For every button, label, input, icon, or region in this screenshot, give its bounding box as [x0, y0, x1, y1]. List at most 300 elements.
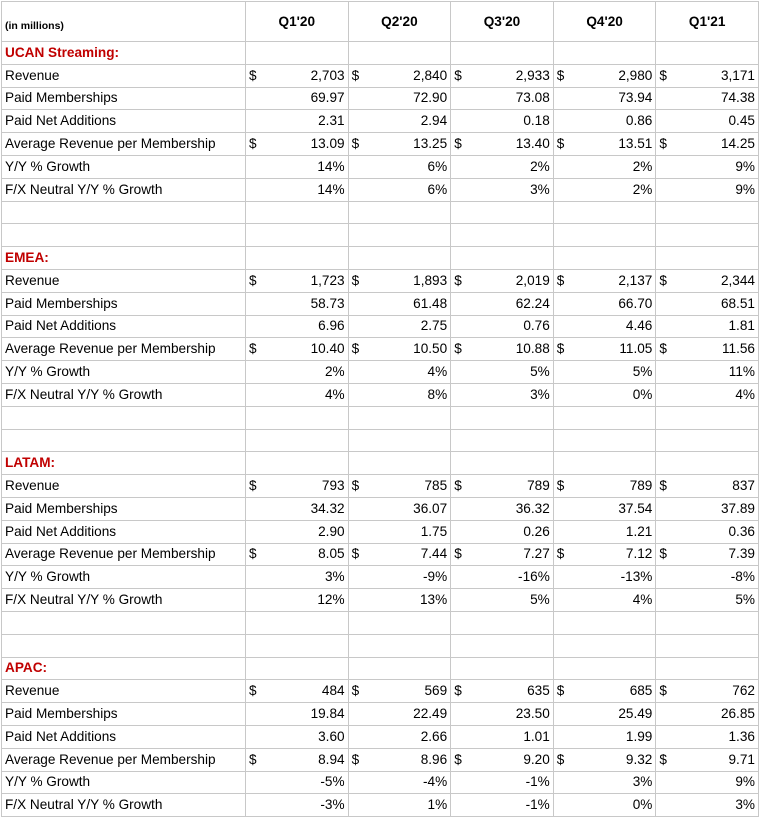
currency-symbol [246, 87, 266, 110]
value-cell: 22.49 [368, 703, 451, 726]
table-row [2, 703, 759, 726]
value-cell: 14.25 [676, 133, 759, 156]
row-label: Paid Memberships [2, 497, 246, 520]
currency-symbol: $ [553, 338, 573, 361]
value-cell: 9.20 [471, 748, 554, 771]
currency-symbol [451, 703, 471, 726]
value-cell: 3% [266, 566, 349, 589]
blank-cell [656, 611, 676, 634]
value-cell: 11.56 [676, 338, 759, 361]
value-cell: 14% [266, 178, 349, 201]
blank-cell [451, 201, 471, 224]
blank-cell [348, 201, 368, 224]
blank-cell [368, 634, 451, 657]
table-row [2, 155, 759, 178]
blank-cell [656, 406, 676, 429]
units-label: (in millions) [2, 2, 246, 42]
currency-symbol [553, 315, 573, 338]
currency-symbol: $ [451, 748, 471, 771]
currency-symbol: $ [246, 543, 266, 566]
blank-cell [451, 247, 471, 270]
value-cell: -1% [471, 771, 554, 794]
blank-cell [246, 201, 266, 224]
currency-symbol: $ [656, 543, 676, 566]
value-cell: 789 [573, 475, 656, 498]
currency-symbol [656, 315, 676, 338]
value-cell: 13.51 [573, 133, 656, 156]
currency-symbol [451, 794, 471, 817]
currency-symbol [553, 589, 573, 612]
value-cell: -4% [368, 771, 451, 794]
row-label: F/X Neutral Y/Y % Growth [2, 589, 246, 612]
currency-symbol [246, 315, 266, 338]
currency-symbol [656, 110, 676, 133]
value-cell: 2.66 [368, 725, 451, 748]
currency-symbol: $ [656, 269, 676, 292]
blank-cell [676, 452, 759, 475]
blank-cell [368, 657, 451, 680]
value-cell: 685 [573, 680, 656, 703]
blank-cell [2, 611, 246, 634]
value-cell: 13.25 [368, 133, 451, 156]
table-row [2, 725, 759, 748]
currency-symbol: $ [553, 64, 573, 87]
table-row [2, 748, 759, 771]
currency-symbol [553, 771, 573, 794]
value-cell: -5% [266, 771, 349, 794]
currency-symbol [451, 520, 471, 543]
section-title-row [2, 247, 759, 270]
blank-cell [471, 42, 554, 65]
currency-symbol [656, 520, 676, 543]
value-cell: 4% [266, 383, 349, 406]
currency-symbol [553, 292, 573, 315]
blank-cell [451, 42, 471, 65]
financial-table [1, 1, 759, 817]
currency-symbol: $ [348, 64, 368, 87]
blank-cell [573, 247, 656, 270]
blank-cell [553, 224, 573, 247]
currency-symbol [348, 794, 368, 817]
currency-symbol [656, 497, 676, 520]
blank-cell [368, 611, 451, 634]
table-row [2, 680, 759, 703]
blank-cell [348, 247, 368, 270]
currency-symbol [553, 110, 573, 133]
currency-symbol: $ [246, 338, 266, 361]
value-cell: 10.88 [471, 338, 554, 361]
currency-symbol [246, 361, 266, 384]
currency-symbol [451, 292, 471, 315]
blank-cell [348, 42, 368, 65]
value-cell: 3% [471, 383, 554, 406]
value-cell: 1% [368, 794, 451, 817]
blank-cell [573, 429, 656, 452]
blank-cell [676, 406, 759, 429]
spacer-row [2, 406, 759, 429]
value-cell: 10.40 [266, 338, 349, 361]
value-cell: 11.05 [573, 338, 656, 361]
value-cell: 9.71 [676, 748, 759, 771]
value-cell: 9% [676, 178, 759, 201]
blank-cell [451, 452, 471, 475]
currency-symbol [553, 178, 573, 201]
value-cell: 569 [368, 680, 451, 703]
currency-symbol [246, 566, 266, 589]
value-cell: 7.12 [573, 543, 656, 566]
value-cell: 34.32 [266, 497, 349, 520]
blank-cell [656, 42, 676, 65]
blank-cell [266, 657, 349, 680]
currency-symbol: $ [656, 133, 676, 156]
table-row [2, 64, 759, 87]
value-cell: 762 [676, 680, 759, 703]
table-row [2, 87, 759, 110]
spacer-row [2, 224, 759, 247]
currency-symbol: $ [348, 748, 368, 771]
blank-cell [246, 611, 266, 634]
value-cell: 13.40 [471, 133, 554, 156]
blank-cell [553, 452, 573, 475]
currency-symbol [553, 566, 573, 589]
blank-cell [656, 224, 676, 247]
spacer-row [2, 429, 759, 452]
value-cell: 6.96 [266, 315, 349, 338]
currency-symbol [348, 520, 368, 543]
blank-cell [348, 429, 368, 452]
table-row [2, 497, 759, 520]
blank-cell [676, 42, 759, 65]
currency-symbol [246, 110, 266, 133]
value-cell: 14% [266, 155, 349, 178]
value-cell: 3% [471, 178, 554, 201]
blank-cell [348, 406, 368, 429]
section-title-row [2, 657, 759, 680]
blank-cell [676, 247, 759, 270]
value-cell: 2.31 [266, 110, 349, 133]
quarter-header: Q4'20 [553, 2, 656, 42]
section-title: APAC: [2, 657, 246, 680]
blank-cell [266, 224, 349, 247]
value-cell: -16% [471, 566, 554, 589]
currency-symbol [451, 361, 471, 384]
value-cell: 25.49 [573, 703, 656, 726]
value-cell: 1.01 [471, 725, 554, 748]
currency-symbol [348, 383, 368, 406]
blank-cell [471, 611, 554, 634]
blank-cell [266, 247, 349, 270]
currency-symbol: $ [553, 680, 573, 703]
value-cell: 785 [368, 475, 451, 498]
quarter-header: Q1'20 [246, 2, 349, 42]
value-cell: -13% [573, 566, 656, 589]
value-cell: 2% [266, 361, 349, 384]
currency-symbol [348, 110, 368, 133]
value-cell: 0.18 [471, 110, 554, 133]
blank-cell [676, 429, 759, 452]
section-title: UCAN Streaming: [2, 42, 246, 65]
value-cell: 4% [676, 383, 759, 406]
currency-symbol [656, 292, 676, 315]
blank-cell [656, 201, 676, 224]
blank-cell [553, 429, 573, 452]
value-cell: 789 [471, 475, 554, 498]
table-row [2, 794, 759, 817]
blank-cell [266, 452, 349, 475]
value-cell: 2,840 [368, 64, 451, 87]
currency-symbol [246, 497, 266, 520]
currency-symbol: $ [553, 475, 573, 498]
row-label: Average Revenue per Membership [2, 748, 246, 771]
value-cell: 68.51 [676, 292, 759, 315]
row-label: Revenue [2, 64, 246, 87]
value-cell: 10.50 [368, 338, 451, 361]
blank-cell [368, 247, 451, 270]
currency-symbol [451, 383, 471, 406]
currency-symbol: $ [451, 680, 471, 703]
value-cell: 74.38 [676, 87, 759, 110]
value-cell: 5% [573, 361, 656, 384]
blank-cell [2, 429, 246, 452]
value-cell: 837 [676, 475, 759, 498]
currency-symbol [656, 566, 676, 589]
blank-cell [471, 634, 554, 657]
section-title-row [2, 452, 759, 475]
value-cell: 9% [676, 155, 759, 178]
currency-symbol: $ [246, 475, 266, 498]
row-label: Paid Net Additions [2, 315, 246, 338]
currency-symbol [656, 361, 676, 384]
value-cell: 2,933 [471, 64, 554, 87]
value-cell: 3% [573, 771, 656, 794]
value-cell: 0.86 [573, 110, 656, 133]
blank-cell [471, 406, 554, 429]
currency-symbol [553, 520, 573, 543]
blank-cell [553, 42, 573, 65]
currency-symbol [656, 703, 676, 726]
blank-cell [553, 634, 573, 657]
section-title: EMEA: [2, 247, 246, 270]
currency-symbol: $ [246, 269, 266, 292]
value-cell: 2,137 [573, 269, 656, 292]
value-cell: 5% [471, 361, 554, 384]
value-cell: 2,019 [471, 269, 554, 292]
currency-symbol: $ [451, 338, 471, 361]
row-label: Revenue [2, 269, 246, 292]
spacer-row [2, 201, 759, 224]
blank-cell [246, 42, 266, 65]
currency-symbol [348, 703, 368, 726]
currency-symbol [451, 725, 471, 748]
value-cell: 72.90 [368, 87, 451, 110]
value-cell: 66.70 [573, 292, 656, 315]
table-row [2, 133, 759, 156]
row-label: Revenue [2, 475, 246, 498]
currency-symbol [553, 383, 573, 406]
blank-cell [471, 452, 554, 475]
value-cell: 484 [266, 680, 349, 703]
value-cell: 2% [471, 155, 554, 178]
value-cell: 5% [676, 589, 759, 612]
currency-symbol: $ [656, 64, 676, 87]
blank-cell [368, 201, 451, 224]
table-row [2, 543, 759, 566]
blank-cell [2, 406, 246, 429]
table-row [2, 520, 759, 543]
row-label: Paid Net Additions [2, 725, 246, 748]
currency-symbol: $ [348, 543, 368, 566]
blank-cell [246, 406, 266, 429]
blank-cell [368, 452, 451, 475]
value-cell: -3% [266, 794, 349, 817]
row-label: F/X Neutral Y/Y % Growth [2, 383, 246, 406]
table-row [2, 338, 759, 361]
row-label: Revenue [2, 680, 246, 703]
blank-cell [246, 429, 266, 452]
currency-symbol [451, 178, 471, 201]
blank-cell [246, 247, 266, 270]
blank-cell [451, 634, 471, 657]
blank-cell [573, 611, 656, 634]
value-cell: 1.81 [676, 315, 759, 338]
value-cell: 37.54 [573, 497, 656, 520]
blank-cell [348, 634, 368, 657]
row-label: Y/Y % Growth [2, 155, 246, 178]
currency-symbol: $ [348, 269, 368, 292]
table-row [2, 566, 759, 589]
value-cell: 2.75 [368, 315, 451, 338]
currency-symbol [656, 589, 676, 612]
value-cell: 7.39 [676, 543, 759, 566]
currency-symbol [451, 566, 471, 589]
value-cell: 2% [573, 155, 656, 178]
value-cell: 73.94 [573, 87, 656, 110]
row-label: Y/Y % Growth [2, 771, 246, 794]
currency-symbol: $ [451, 133, 471, 156]
blank-cell [246, 657, 266, 680]
blank-cell [553, 247, 573, 270]
currency-symbol: $ [348, 475, 368, 498]
blank-cell [656, 429, 676, 452]
blank-cell [266, 634, 349, 657]
value-cell: 12% [266, 589, 349, 612]
currency-symbol [656, 155, 676, 178]
value-cell: 13% [368, 589, 451, 612]
value-cell: -8% [676, 566, 759, 589]
currency-symbol [656, 87, 676, 110]
value-cell: 793 [266, 475, 349, 498]
value-cell: 1.21 [573, 520, 656, 543]
currency-symbol: $ [656, 680, 676, 703]
currency-symbol [246, 520, 266, 543]
blank-cell [368, 224, 451, 247]
value-cell: 9% [676, 771, 759, 794]
currency-symbol [656, 383, 676, 406]
value-cell: 8% [368, 383, 451, 406]
blank-cell [2, 224, 246, 247]
currency-symbol: $ [348, 338, 368, 361]
currency-symbol [246, 155, 266, 178]
currency-symbol [656, 771, 676, 794]
section-title-row [2, 42, 759, 65]
value-cell: -1% [471, 794, 554, 817]
blank-cell [573, 42, 656, 65]
currency-symbol [246, 703, 266, 726]
currency-symbol [553, 794, 573, 817]
currency-symbol [656, 725, 676, 748]
currency-symbol: $ [246, 133, 266, 156]
value-cell: 1,723 [266, 269, 349, 292]
value-cell: 2.90 [266, 520, 349, 543]
value-cell: 2,980 [573, 64, 656, 87]
value-cell: 8.96 [368, 748, 451, 771]
row-label: Paid Net Additions [2, 520, 246, 543]
currency-symbol [348, 497, 368, 520]
currency-symbol: $ [246, 748, 266, 771]
row-label: F/X Neutral Y/Y % Growth [2, 178, 246, 201]
currency-symbol [246, 589, 266, 612]
currency-symbol [451, 87, 471, 110]
currency-symbol [451, 497, 471, 520]
quarter-header: Q3'20 [451, 2, 554, 42]
blank-cell [368, 406, 451, 429]
table-row [2, 292, 759, 315]
value-cell: 3% [676, 794, 759, 817]
value-cell: 1.99 [573, 725, 656, 748]
currency-symbol [656, 794, 676, 817]
row-label: Average Revenue per Membership [2, 338, 246, 361]
section-title: LATAM: [2, 452, 246, 475]
value-cell: 1.36 [676, 725, 759, 748]
value-cell: 1.75 [368, 520, 451, 543]
blank-cell [348, 611, 368, 634]
blank-cell [676, 657, 759, 680]
blank-cell [656, 452, 676, 475]
blank-cell [573, 634, 656, 657]
value-cell: 7.27 [471, 543, 554, 566]
table-row [2, 475, 759, 498]
blank-cell [451, 406, 471, 429]
blank-cell [656, 247, 676, 270]
row-label: Paid Memberships [2, 292, 246, 315]
currency-symbol [246, 178, 266, 201]
currency-symbol: $ [451, 64, 471, 87]
currency-symbol: $ [656, 748, 676, 771]
blank-cell [553, 657, 573, 680]
value-cell: 0.45 [676, 110, 759, 133]
currency-symbol [348, 725, 368, 748]
blank-cell [451, 657, 471, 680]
row-label: Y/Y % Growth [2, 566, 246, 589]
currency-symbol: $ [348, 133, 368, 156]
value-cell: 2% [573, 178, 656, 201]
value-cell: 8.94 [266, 748, 349, 771]
value-cell: 2,703 [266, 64, 349, 87]
blank-cell [2, 634, 246, 657]
value-cell: 61.48 [368, 292, 451, 315]
header-row [2, 2, 759, 42]
table-row [2, 771, 759, 794]
value-cell: 73.08 [471, 87, 554, 110]
value-cell: 8.05 [266, 543, 349, 566]
currency-symbol [553, 725, 573, 748]
blank-cell [2, 201, 246, 224]
quarter-header: Q1'21 [656, 2, 759, 42]
value-cell: 2,344 [676, 269, 759, 292]
currency-symbol [246, 725, 266, 748]
currency-symbol: $ [553, 543, 573, 566]
table-row [2, 383, 759, 406]
